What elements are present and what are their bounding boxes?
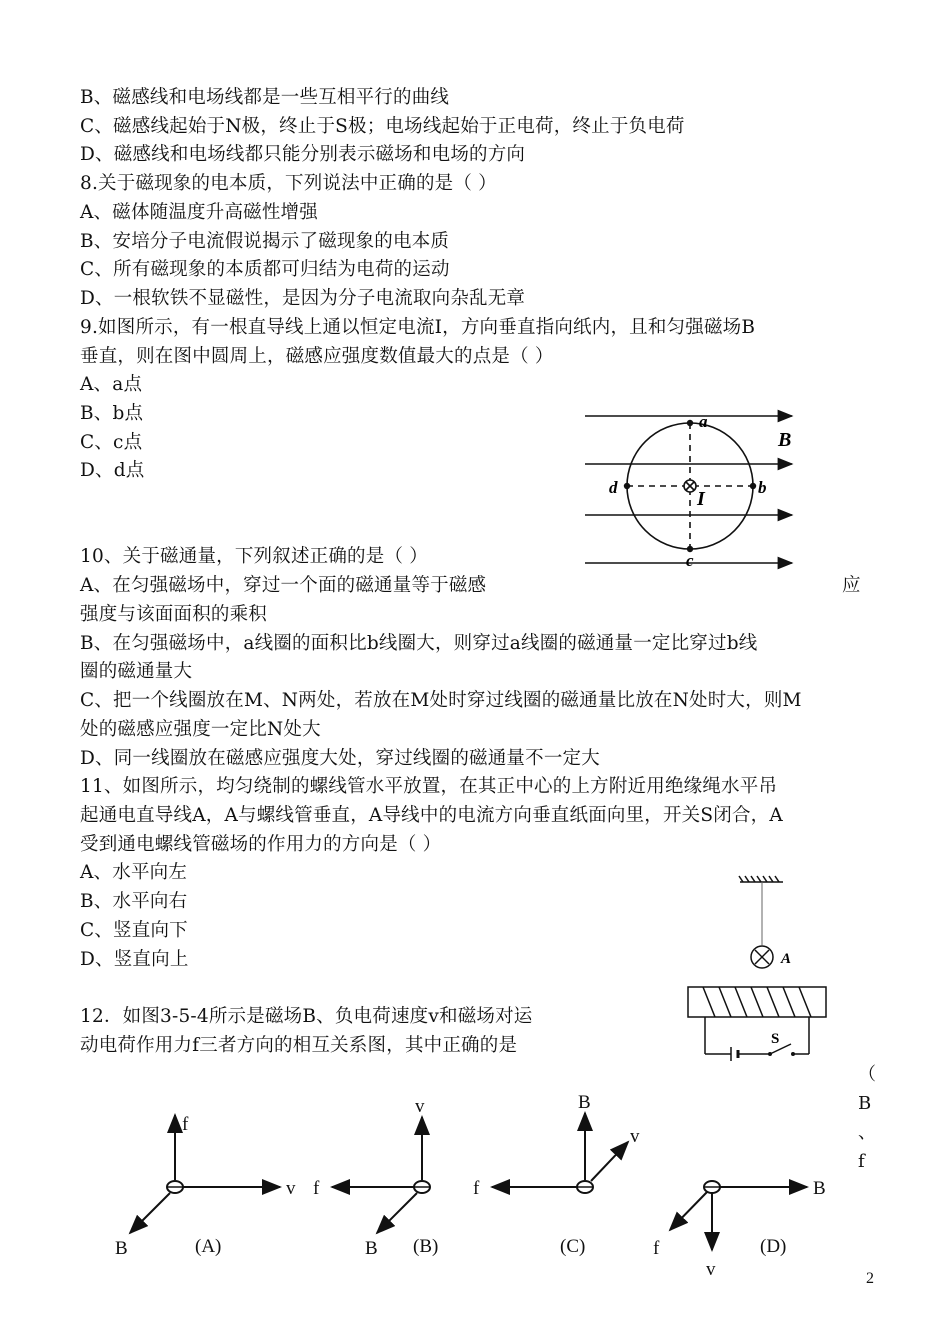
fig12d-label-down: v [706, 1259, 716, 1280]
q8-option-d: D、一根软铁不显磁性，是因为分子电流取向杂乱无章 [80, 288, 526, 309]
fig9-label-field: B [778, 429, 792, 451]
fig12c-label-left: f [473, 1178, 480, 1199]
side-char-4: f [858, 1151, 865, 1172]
page-number: 2 [866, 1270, 874, 1287]
fig11-label-a: A [781, 951, 792, 967]
fig12c-label-up: B [578, 1092, 591, 1113]
q11-stem-line1: 11、如图所示，均匀绕制的螺线管水平放置，在其正中心的上方附近用绝缘绳水平吊 [80, 776, 778, 797]
q11-stem-line3: 受到通电螺线管磁场的作用力的方向是（ ） [80, 834, 442, 855]
q11-option-b: B、水平向右 [80, 891, 188, 912]
q12-stem-line2: 动电荷作用力f三者方向的相互关系图，其中正确的是 [80, 1035, 518, 1056]
q10-stem: 10、关于磁通量，下列叙述正确的是（ ） [80, 546, 428, 567]
q9-option-b: B、b点 [80, 403, 144, 424]
q12-figure [100, 1090, 840, 1285]
fig12b-label-diag: B [365, 1238, 378, 1259]
fig12a-label-up: f [182, 1114, 189, 1135]
fig12a-label-right: v [286, 1178, 296, 1199]
fig12d-label-diag: f [653, 1238, 660, 1259]
side-char-3: 、 [858, 1122, 876, 1143]
side-char-1: （ [858, 1064, 876, 1085]
q10-option-a-part1: A、在匀强磁场中，穿过一个面的磁通量等于磁感 [80, 575, 487, 596]
fig12b-label-up: v [415, 1096, 425, 1117]
fig9-label-b: b [758, 478, 767, 497]
q10-option-b: B、在匀强磁场中，a线圈的面积比b线圈大，则穿过a线圈的磁通量一定比穿过b线 [80, 633, 758, 654]
q9-figure [580, 405, 800, 570]
fig12a-label-diag: B [115, 1238, 128, 1259]
q9-option-c: C、c点 [80, 432, 143, 453]
fig9-label-a: a [699, 412, 708, 431]
q9-stem-line1: 9.如图所示，有一根直导线上通以恒定电流I，方向垂直指向纸内，且和匀强磁场B [80, 317, 756, 338]
q11-option-a: A、水平向左 [80, 862, 188, 883]
q10-option-a-part2: 应 [842, 575, 861, 596]
q8-option-a: A、磁体随温度升高磁性增强 [80, 202, 318, 223]
q11-option-c: C、竖直向下 [80, 920, 188, 941]
fig9-label-c: c [686, 551, 694, 570]
fig12a-caption: (A) [195, 1236, 222, 1257]
fig12c-caption: (C) [560, 1236, 586, 1257]
q9-option-d: D、d点 [80, 460, 145, 481]
q9-stem-line2: 垂直，则在图中圆周上，磁感应强度数值最大的点是（ ） [80, 346, 554, 367]
q8-option-b: B、安培分子电流假说揭示了磁现象的电本质 [80, 231, 450, 252]
q8-stem: 8.关于磁现象的电本质，下列说法中正确的是（ ） [80, 173, 497, 194]
fig12d-label-right: B [813, 1178, 826, 1199]
fig9-label-d: d [609, 478, 618, 497]
q10-option-d: D、同一线圈放在磁感应强度大处，穿过线圈的磁通量不一定大 [80, 748, 600, 769]
q12-stem-line1: 12．如图3-5-4所示是磁场B、负电荷速度v和磁场对运 [80, 1006, 533, 1027]
q8-option-c: C、所有磁现象的本质都可归结为电荷的运动 [80, 259, 450, 280]
q7-option-d: D、磁感线和电场线都只能分别表示磁场和电场的方向 [80, 144, 526, 165]
q7-option-b: B、磁感线和电场线都是一些互相平行的曲线 [80, 87, 450, 108]
q10-option-c-cont: 处的磁感应强度一定比N处大 [80, 719, 321, 740]
fig12b-label-left: f [313, 1178, 320, 1199]
q10-option-c: C、把一个线圈放在M、N两处，若放在M处时穿过线圈的磁通量比放在N处时大，则M [80, 690, 802, 711]
q11-stem-line2: 起通电直导线A，A与螺线管垂直，A导线中的电流方向垂直纸面向里，开关S闭合，A [80, 805, 783, 826]
fig12d-caption: (D) [760, 1236, 787, 1257]
q10-option-b-cont: 圈的磁通量大 [80, 661, 193, 682]
fig9-label-current: I [697, 488, 705, 510]
side-char-2: B [858, 1093, 872, 1114]
q11-figure [675, 868, 850, 1063]
q11-option-d: D、竖直向上 [80, 949, 189, 970]
fig11-label-s: S [771, 1031, 780, 1047]
fig12b-caption: (B) [413, 1236, 439, 1257]
fig12c-label-diag: v [630, 1126, 640, 1147]
q9-option-a: A、a点 [80, 374, 143, 395]
q7-option-c: C、磁感线起始于N极，终止于S极；电场线起始于正电荷，终止于负电荷 [80, 116, 685, 137]
q10-option-a-cont: 强度与该面面积的乘积 [80, 604, 268, 625]
